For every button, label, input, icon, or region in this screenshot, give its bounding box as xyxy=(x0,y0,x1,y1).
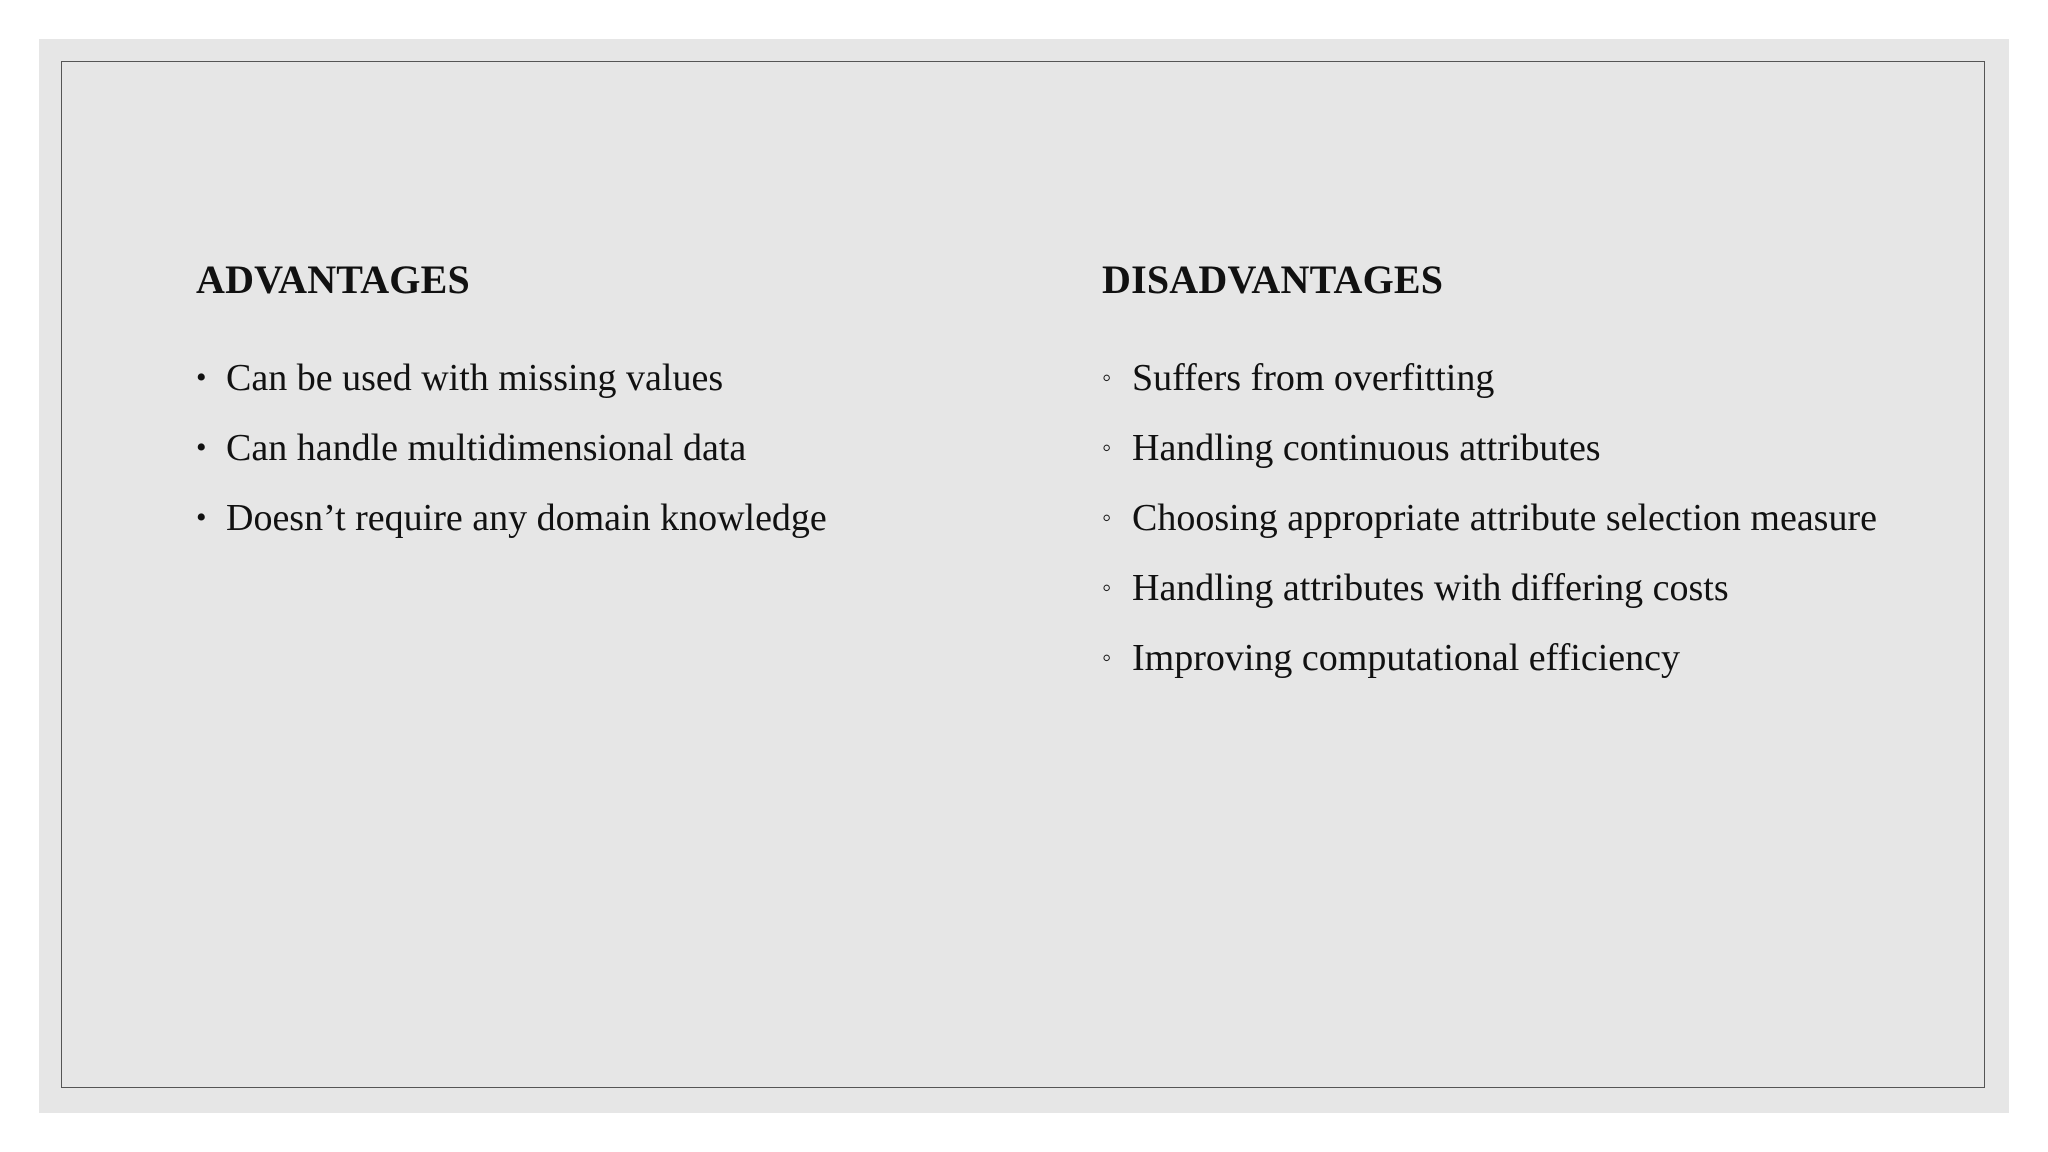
disadvantages-heading: DISADVANTAGES xyxy=(1102,257,1444,302)
hollow-bullet-icon: ◦ xyxy=(1102,363,1112,392)
bullet-icon: • xyxy=(196,431,207,464)
hollow-bullet-icon: ◦ xyxy=(1102,573,1112,602)
list-item-text: Can handle multidimensional data xyxy=(226,427,747,469)
hollow-bullet-icon: ◦ xyxy=(1102,503,1112,532)
list-item-text: Doesn’t require any domain knowledge xyxy=(226,497,827,539)
list-item-text: Choosing appropriate attribute selection measure xyxy=(1132,497,1877,539)
slide xyxy=(39,39,2009,1113)
advantages-list xyxy=(196,355,1016,541)
list-item xyxy=(1102,355,1982,401)
hollow-bullet-icon: ◦ xyxy=(1102,643,1112,672)
disadvantages-column xyxy=(1102,257,1982,705)
hollow-bullet-icon: ◦ xyxy=(1102,433,1112,462)
list-item xyxy=(196,495,1016,541)
list-item xyxy=(196,355,1016,401)
list-item-text: Handling continuous attributes xyxy=(1132,427,1601,469)
advantages-heading: ADVANTAGES xyxy=(196,257,470,302)
list-item-text: Can be used with missing values xyxy=(226,357,724,399)
list-item xyxy=(1102,635,1982,681)
list-item-text: Suffers from overfitting xyxy=(1132,357,1495,399)
bullet-icon: • xyxy=(196,501,207,534)
list-item xyxy=(1102,565,1982,611)
list-item xyxy=(1102,425,1982,471)
list-item xyxy=(196,425,1016,471)
disadvantages-list xyxy=(1102,355,1982,681)
advantages-column xyxy=(196,257,1016,565)
list-item-text: Handling attributes with differing costs xyxy=(1132,567,1729,609)
bullet-icon: • xyxy=(196,361,207,394)
list-item-text: Improving computational efficiency xyxy=(1132,637,1681,679)
list-item xyxy=(1102,495,1982,541)
